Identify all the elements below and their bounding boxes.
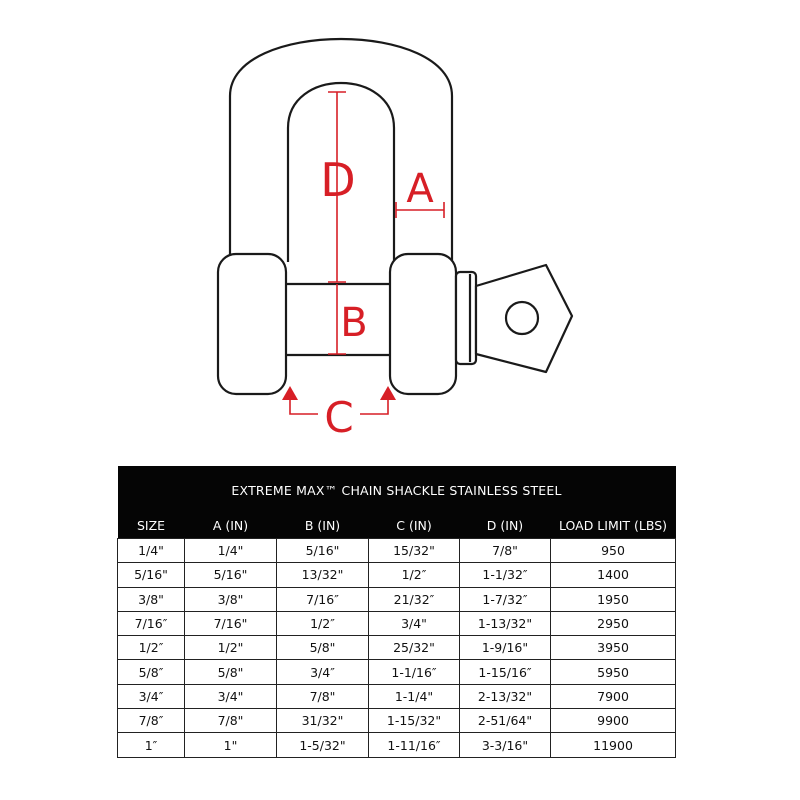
- cell-a: 3/4": [185, 684, 277, 708]
- table-row: [118, 684, 676, 708]
- cell-d: 1-15/16″: [460, 660, 551, 684]
- cell-d: 1-9/16": [460, 636, 551, 660]
- cell-c: 25/32": [369, 636, 460, 660]
- column-header-d: D (IN): [460, 513, 551, 539]
- cell-size: 5/8″: [118, 660, 185, 684]
- table-row: [118, 660, 676, 684]
- cell-b: 31/32": [277, 709, 369, 733]
- cell-load-limit: 9900: [551, 709, 676, 733]
- cell-a: 7/8": [185, 709, 277, 733]
- cell-load-limit: 950: [551, 539, 676, 563]
- cell-b: 1/2″: [277, 611, 369, 635]
- cell-a: 1/4": [185, 539, 277, 563]
- cell-size: 1/4": [118, 539, 185, 563]
- shackle-right-ear: [390, 254, 456, 394]
- cell-size: 1″: [118, 733, 185, 757]
- cell-a: 1/2": [185, 636, 277, 660]
- shackle-pin-collar: [456, 272, 476, 364]
- table-row: [118, 539, 676, 563]
- column-header-a: A (IN): [185, 513, 277, 539]
- cell-b: 7/16″: [277, 587, 369, 611]
- cell-load-limit: 2950: [551, 611, 676, 635]
- cell-d: 1-1/32″: [460, 563, 551, 587]
- cell-d: 1-13/32": [460, 611, 551, 635]
- cell-load-limit: 11900: [551, 733, 676, 757]
- cell-d: 7/8": [460, 539, 551, 563]
- cell-b: 1-5/32": [277, 733, 369, 757]
- shackle-pin-head: [476, 265, 572, 372]
- cell-b: 7/8": [277, 684, 369, 708]
- shackle-left-ear: [218, 254, 286, 394]
- shackle-bow-outline: [230, 39, 452, 262]
- cell-c: 21/32″: [369, 587, 460, 611]
- cell-d: 2-13/32": [460, 684, 551, 708]
- table-row: [118, 636, 676, 660]
- cell-a: 5/16": [185, 563, 277, 587]
- cell-load-limit: 3950: [551, 636, 676, 660]
- cell-b: 3/4″: [277, 660, 369, 684]
- cell-a: 1": [185, 733, 277, 757]
- cell-d: 2-51/64": [460, 709, 551, 733]
- table-header-row: [118, 513, 676, 539]
- cell-load-limit: 1950: [551, 587, 676, 611]
- cell-d: 1-7/32″: [460, 587, 551, 611]
- cell-size: 3/4″: [118, 684, 185, 708]
- cell-c: 1/2″: [369, 563, 460, 587]
- dimension-label-d: D: [320, 153, 356, 207]
- dimension-label-a: A: [406, 166, 434, 212]
- cell-c: 1-1/16″: [369, 660, 460, 684]
- cell-b: 13/32": [277, 563, 369, 587]
- table-row: [118, 563, 676, 587]
- cell-size: 7/16″: [118, 611, 185, 635]
- cell-size: 3/8": [118, 587, 185, 611]
- cell-c: 3/4": [369, 611, 460, 635]
- table-title-row: [118, 466, 676, 513]
- cell-a: 7/16": [185, 611, 277, 635]
- table-row: [118, 587, 676, 611]
- shackle-pin-shaft: [276, 284, 392, 355]
- dimension-c-left-arrowhead: [282, 386, 298, 400]
- dimension-label-b: B: [340, 300, 368, 346]
- dimension-label-c: C: [324, 393, 354, 442]
- cell-load-limit: 5950: [551, 660, 676, 684]
- column-header-load-limit: LOAD LIMIT (LBS): [551, 513, 676, 539]
- cell-load-limit: 1400: [551, 563, 676, 587]
- cell-a: 3/8": [185, 587, 277, 611]
- cell-a: 5/8": [185, 660, 277, 684]
- cell-d: 3-3/16": [460, 733, 551, 757]
- table-row: [118, 733, 676, 757]
- cell-c: 1-15/32": [369, 709, 460, 733]
- cell-b: 5/8": [277, 636, 369, 660]
- cell-b: 5/16": [277, 539, 369, 563]
- table-row: [118, 709, 676, 733]
- column-header-b: B (IN): [277, 513, 369, 539]
- table-row: [118, 611, 676, 635]
- cell-load-limit: 7900: [551, 684, 676, 708]
- cell-c: 1-1/4": [369, 684, 460, 708]
- spec-table: [117, 466, 676, 758]
- cell-c: 1-11/16″: [369, 733, 460, 757]
- column-header-c: C (IN): [369, 513, 460, 539]
- table-title: EXTREME MAX™ CHAIN SHACKLE STAINLESS STEEL: [118, 466, 676, 513]
- column-header-size: SIZE: [118, 513, 185, 539]
- cell-size: 1/2″: [118, 636, 185, 660]
- cell-size: 5/16": [118, 563, 185, 587]
- cell-size: 7/8″: [118, 709, 185, 733]
- cell-c: 15/32": [369, 539, 460, 563]
